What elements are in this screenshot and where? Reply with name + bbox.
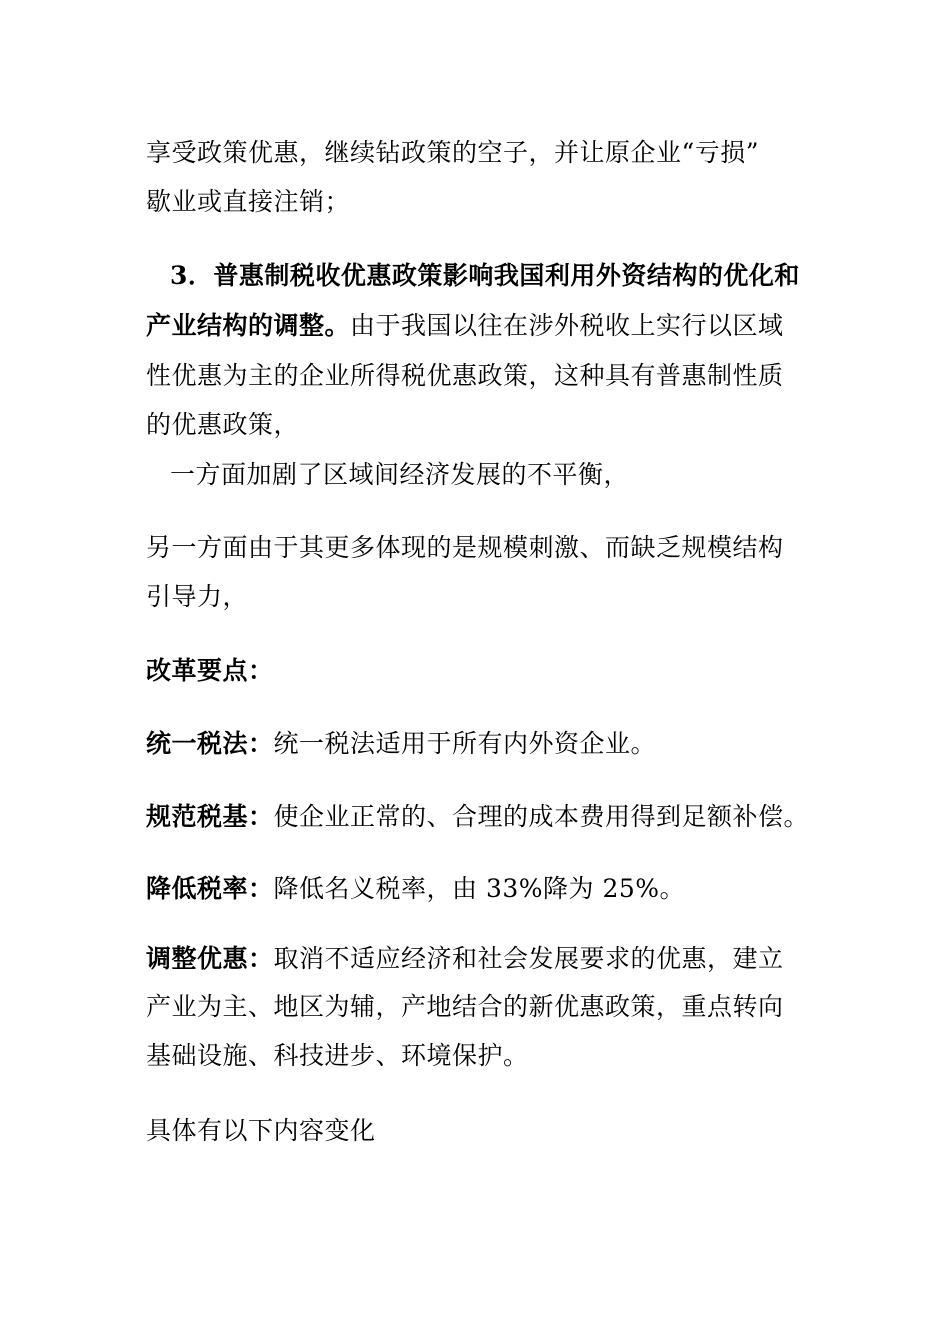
- reform-points-heading: 改革要点：: [146, 656, 274, 685]
- paragraph-3-line-1: 一方面加剧了区域间经济发展的不平衡，: [170, 460, 630, 489]
- paragraph-4-line-2: 引导力，: [146, 582, 249, 611]
- reform-point-adjust-incentives-line-2: 产业为主、地区为辅，产地结合的新优惠政策，重点转向: [146, 992, 784, 1021]
- reform-point-standardize-tax-base: [146, 802, 809, 832]
- section-3-heading-line-2: 产业结构的调整。: [146, 311, 351, 340]
- section-3-heading-line-1: 3．普惠制税收优惠政策影响我国利用外资结构的优化和: [170, 261, 800, 290]
- paragraph-4-line-1: 另一方面由于其更多体现的是规模刺激、而缺乏规模结构: [146, 533, 784, 562]
- reform-point-text: 降低名义税率，由 33%降为 25%。: [273, 874, 686, 903]
- closing-line: 具体有以下内容变化: [146, 1116, 376, 1145]
- paragraph-1-line-1: 享受政策优惠，继续钻政策的空子，并让原企业“亏损”: [146, 138, 760, 167]
- paragraph-2-line-2: [146, 311, 784, 341]
- reform-point-term: 统一税法：: [146, 729, 274, 758]
- reform-point-text: 取消不适应经济和社会发展要求的优惠，建立: [273, 944, 784, 973]
- reform-point-term: 调整优惠：: [146, 944, 274, 973]
- paragraph-2-line-4: 的优惠政策，: [146, 410, 300, 439]
- reform-point-term: 降低税率：: [146, 874, 274, 903]
- paragraph-2-line-3: 性优惠为主的企业所得税优惠政策，这种具有普惠制性质: [146, 361, 784, 390]
- reform-point-unify-tax-law: [146, 729, 656, 759]
- paragraph-1-line-2: 歇业或直接注销；: [146, 187, 351, 216]
- reform-point-text: 统一税法适用于所有内外资企业。: [273, 729, 657, 758]
- reform-point-adjust-incentives-line-3: 基础设施、科技进步、环境保护。: [146, 1041, 529, 1070]
- reform-point-text: 使企业正常的、合理的成本费用得到足额补偿。: [273, 802, 810, 831]
- reform-point-lower-tax-rate: [146, 874, 685, 904]
- paragraph-2-line-2-text: 由于我国以往在涉外税收上实行以区域: [350, 311, 784, 340]
- reform-point-term: 规范税基：: [146, 802, 274, 831]
- reform-point-adjust-incentives: [146, 944, 784, 974]
